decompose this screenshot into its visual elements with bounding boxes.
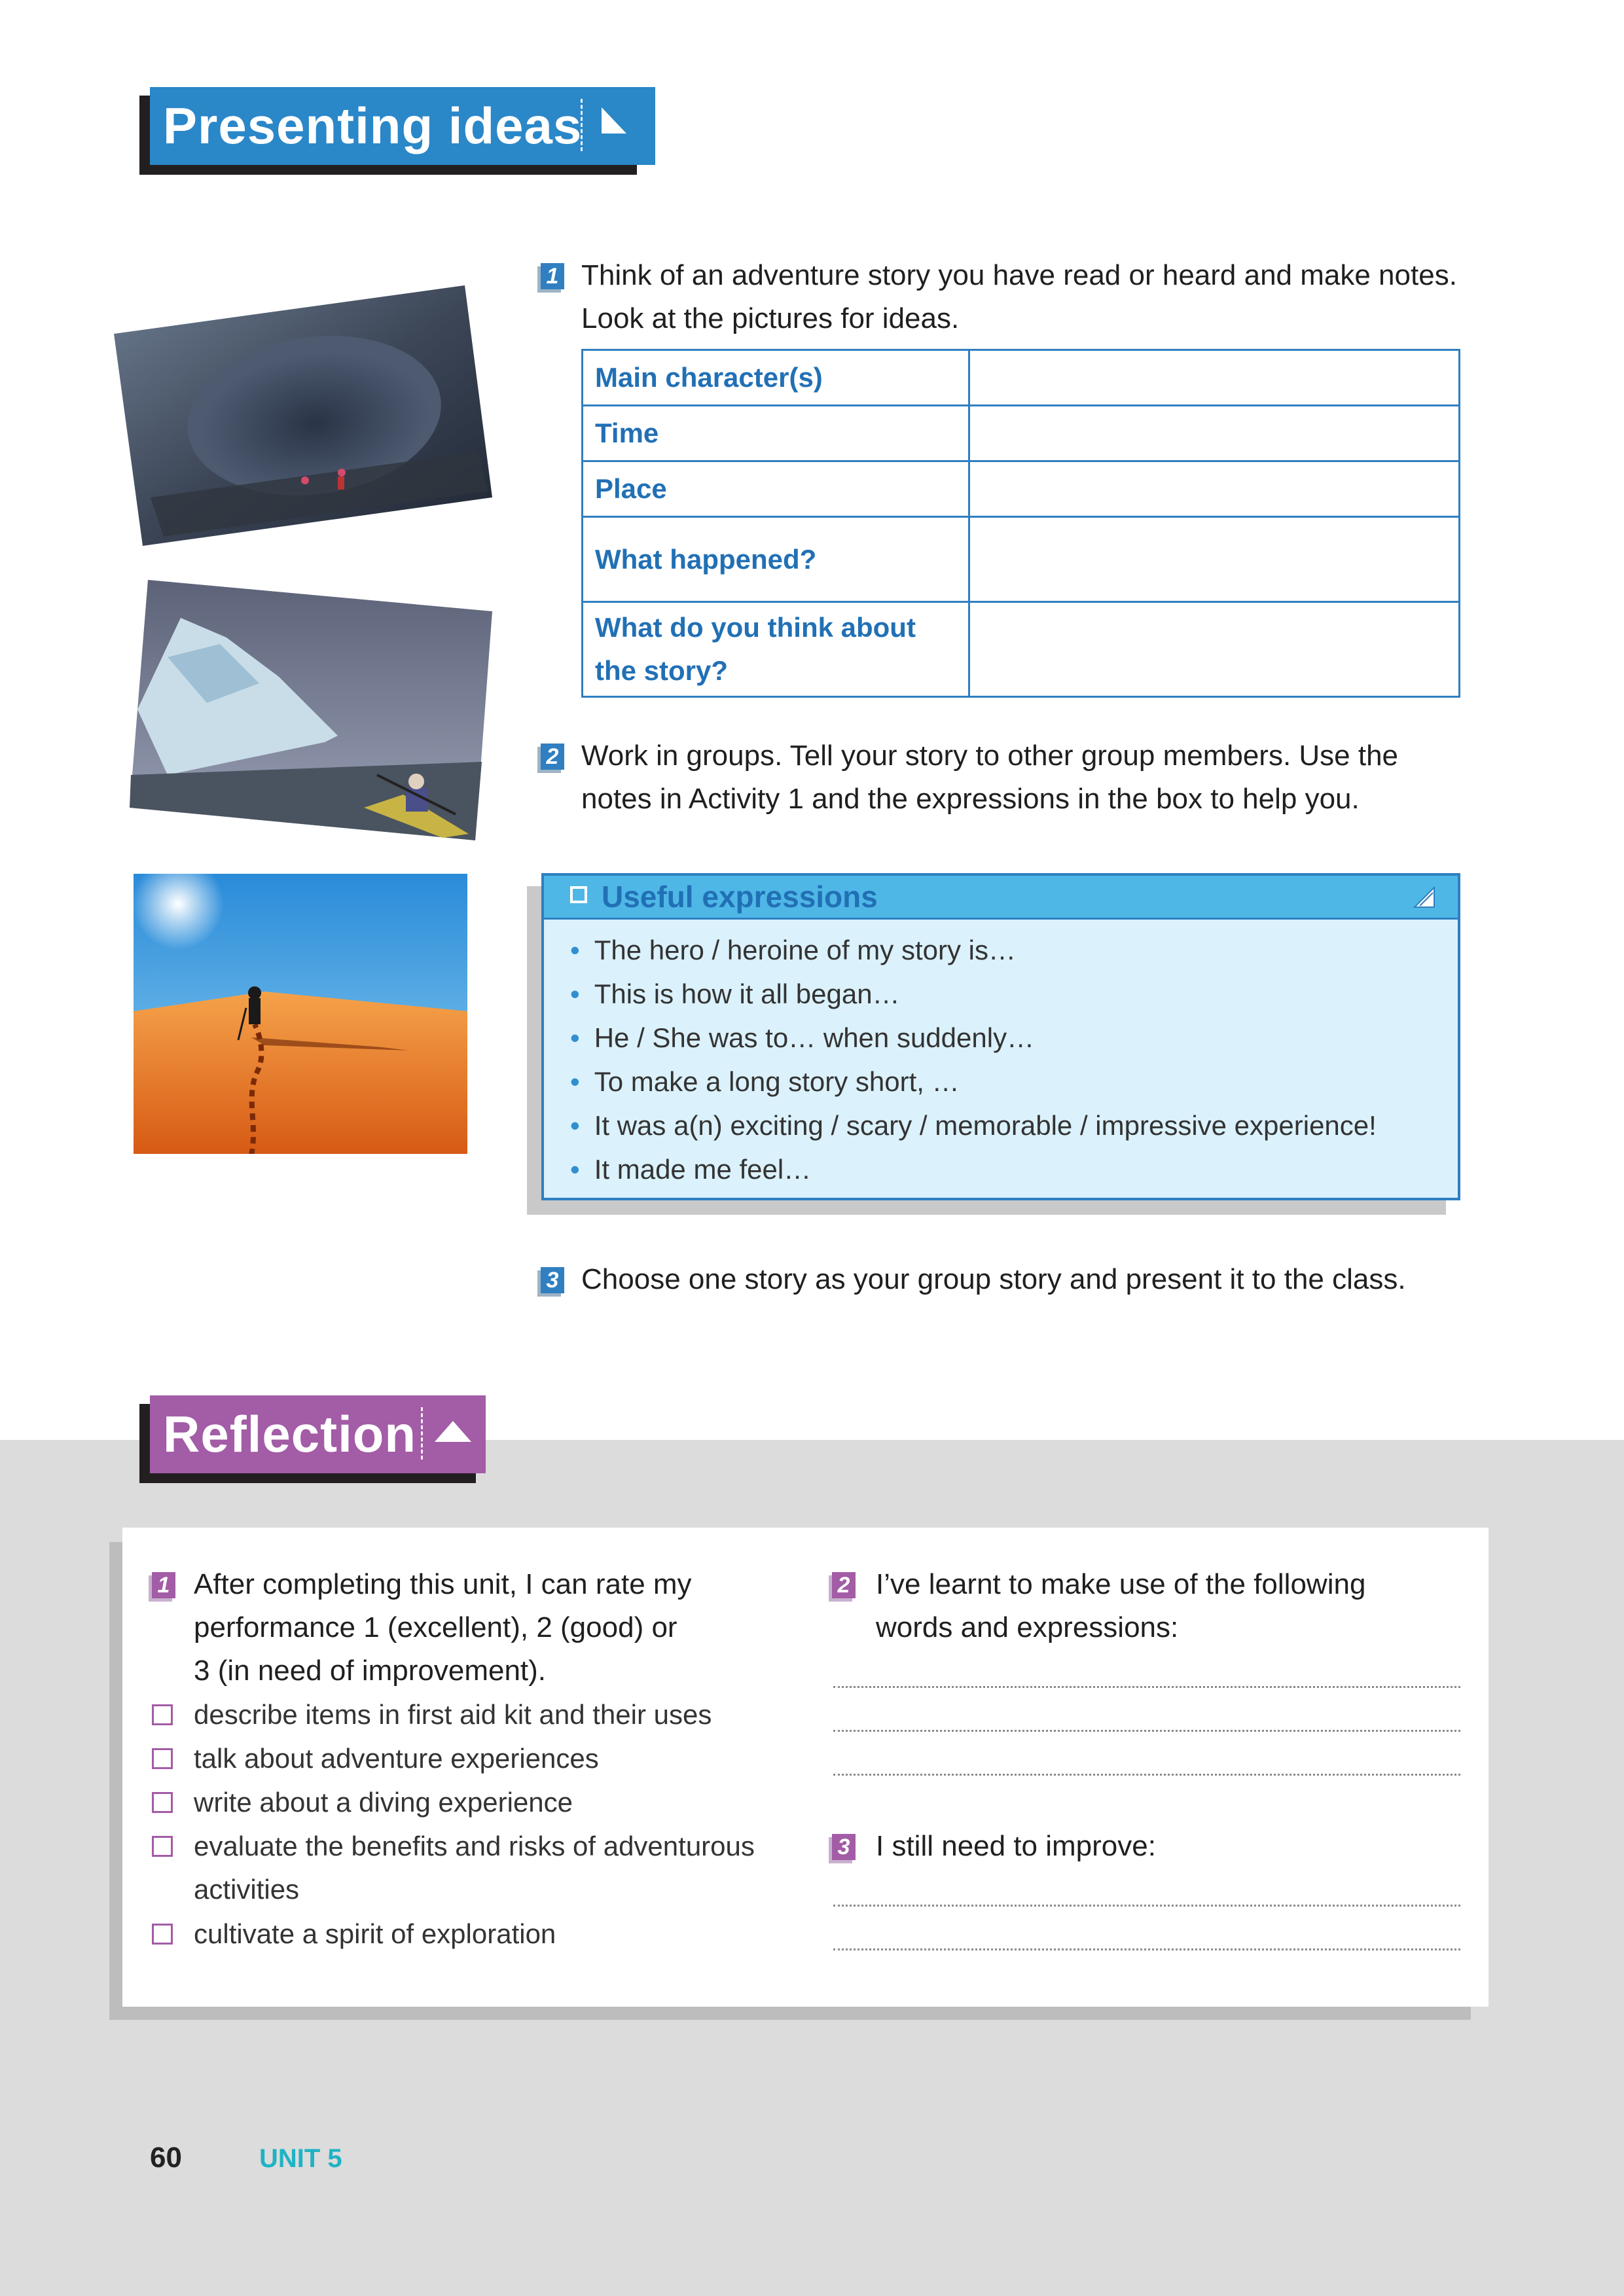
ice-cave-photo — [111, 281, 497, 550]
section-title-presenting: Presenting ideas — [163, 97, 583, 154]
page-number: 60 — [150, 2142, 182, 2174]
list-item: • He / She was to… when suddenly… — [570, 1022, 1035, 1053]
notes-input-main-character[interactable] — [969, 350, 1460, 406]
reflection-2-number: 2 — [837, 1572, 850, 1598]
triangle-up-icon — [433, 1418, 473, 1444]
rating-item: write about a diving experience — [194, 1787, 573, 1818]
expression-text: It was a(n) exciting / scary / memorable / impressive experience! — [594, 1110, 1377, 1141]
list-item: • To make a long story short, … — [570, 1066, 960, 1097]
rating-item-line-2: activities — [194, 1874, 300, 1905]
notes-label-what-happened: What happened? — [583, 517, 969, 602]
activity-1-badge — [541, 263, 564, 289]
reflection-1-number: 1 — [157, 1572, 170, 1598]
reflection-3-number: 3 — [837, 1834, 850, 1859]
desert-hiker-photo — [134, 874, 467, 1154]
notes-input-time[interactable] — [969, 406, 1460, 461]
rating-item-line-1: evaluate the benefits and risks of adventurous — [194, 1831, 755, 1861]
rating-item: talk about adventure experiences — [194, 1743, 599, 1774]
expression-text: It made me feel… — [594, 1154, 812, 1185]
answer-line[interactable] — [833, 1774, 1460, 1776]
activity-2-line-1: Work in groups. Tell your story to other group members. Use the — [581, 740, 1399, 772]
answer-line[interactable] — [833, 1905, 1460, 1907]
expression-text: This is how it all began… — [594, 978, 900, 1009]
expression-text: To make a long story short, … — [594, 1066, 960, 1097]
useful-expressions-list — [570, 928, 1377, 1191]
rating-item — [194, 1825, 755, 1911]
list-item: • The hero / heroine of my story is… — [570, 935, 1016, 965]
answer-line[interactable] — [833, 1686, 1460, 1688]
list-item: • This is how it all began… — [570, 978, 900, 1009]
activity-1-line-2: Look at the pictures for ideas. — [581, 302, 960, 334]
notes-label-opinion-line-1: What do you think about — [595, 612, 916, 643]
notes-label-time: Time — [583, 406, 969, 461]
reflection-2-line-1: I’ve learnt to make use of the following — [876, 1568, 1366, 1600]
reflection-1-text — [194, 1563, 692, 1693]
reflection-3-badge — [832, 1834, 856, 1860]
rating-checkbox[interactable] — [152, 1748, 173, 1769]
expression-text: The hero / heroine of my story is… — [594, 935, 1016, 965]
notes-label-main-character: Main character(s) — [583, 350, 969, 406]
header-divider — [581, 99, 583, 151]
section-title-reflection: Reflection — [163, 1405, 417, 1463]
table-row — [583, 350, 1460, 406]
useful-expressions-box — [541, 873, 1460, 1200]
activity-2-line-2: notes in Activity 1 and the expressions in the box to help you. — [581, 783, 1360, 815]
table-row — [583, 406, 1460, 461]
header-face — [150, 87, 655, 165]
triangle-corner-icon — [599, 105, 629, 139]
notes-input-what-happened[interactable] — [969, 517, 1460, 602]
useful-expressions-header — [544, 876, 1458, 920]
table-row — [583, 461, 1460, 517]
notes-label-opinion — [583, 602, 969, 697]
activity-3-badge — [541, 1267, 564, 1293]
rating-checkbox[interactable] — [152, 1704, 173, 1725]
activity-3-text: Choose one story as your group story and present it to the class. — [581, 1263, 1406, 1295]
notes-input-opinion[interactable] — [969, 602, 1460, 697]
rating-checkbox[interactable] — [152, 1836, 173, 1857]
table-row — [583, 602, 1460, 697]
reflection-1-line-3: 3 (in need of improvement). — [194, 1655, 547, 1687]
activity-1-number: 1 — [546, 263, 559, 289]
activity-2-badge — [541, 744, 564, 770]
triangle-corner-icon — [1413, 886, 1435, 908]
activity-3-number: 3 — [546, 1267, 559, 1293]
notes-label-opinion-line-2: the story? — [595, 655, 729, 686]
reflection-1-line-1: After completing this unit, I can rate my — [194, 1568, 692, 1600]
notes-label-place: Place — [583, 461, 969, 517]
unit-label: UNIT 5 — [259, 2144, 342, 2173]
activity-2-number: 2 — [546, 744, 559, 769]
rating-item: cultivate a spirit of exploration — [194, 1918, 556, 1949]
header-divider — [421, 1407, 423, 1460]
table-row — [583, 517, 1460, 602]
answer-line[interactable] — [833, 1730, 1460, 1732]
activity-1-text — [581, 254, 1457, 340]
answer-line[interactable] — [833, 1948, 1460, 1950]
reflection-2-text — [876, 1563, 1365, 1649]
rating-checkbox[interactable] — [152, 1924, 173, 1945]
expression-text: He / She was to… when suddenly… — [594, 1022, 1035, 1053]
activity-2-text — [581, 734, 1398, 821]
useful-expressions-title: Useful expressions — [602, 880, 878, 914]
reflection-3-text: I still need to improve: — [876, 1830, 1156, 1862]
rating-checkbox[interactable] — [152, 1792, 173, 1813]
activity-1-line-1: Think of an adventure story you have read or heard and make notes. — [581, 259, 1457, 291]
notes-table — [581, 349, 1460, 698]
list-item: • It made me feel… — [570, 1154, 812, 1185]
reflection-2-badge — [832, 1572, 856, 1598]
kayak-iceberg-photo — [128, 579, 495, 842]
rating-item: describe items in first aid kit and their uses — [194, 1699, 712, 1730]
reflection-1-line-2: performance 1 (excellent), 2 (good) or — [194, 1611, 677, 1643]
notes-input-place[interactable] — [969, 461, 1460, 517]
list-item: • It was a(n) exciting / scary / memorable / impressive experience! — [570, 1110, 1377, 1141]
square-icon — [570, 886, 587, 903]
reflection-2-line-2: words and expressions: — [876, 1611, 1179, 1643]
reflection-1-badge — [152, 1572, 175, 1598]
